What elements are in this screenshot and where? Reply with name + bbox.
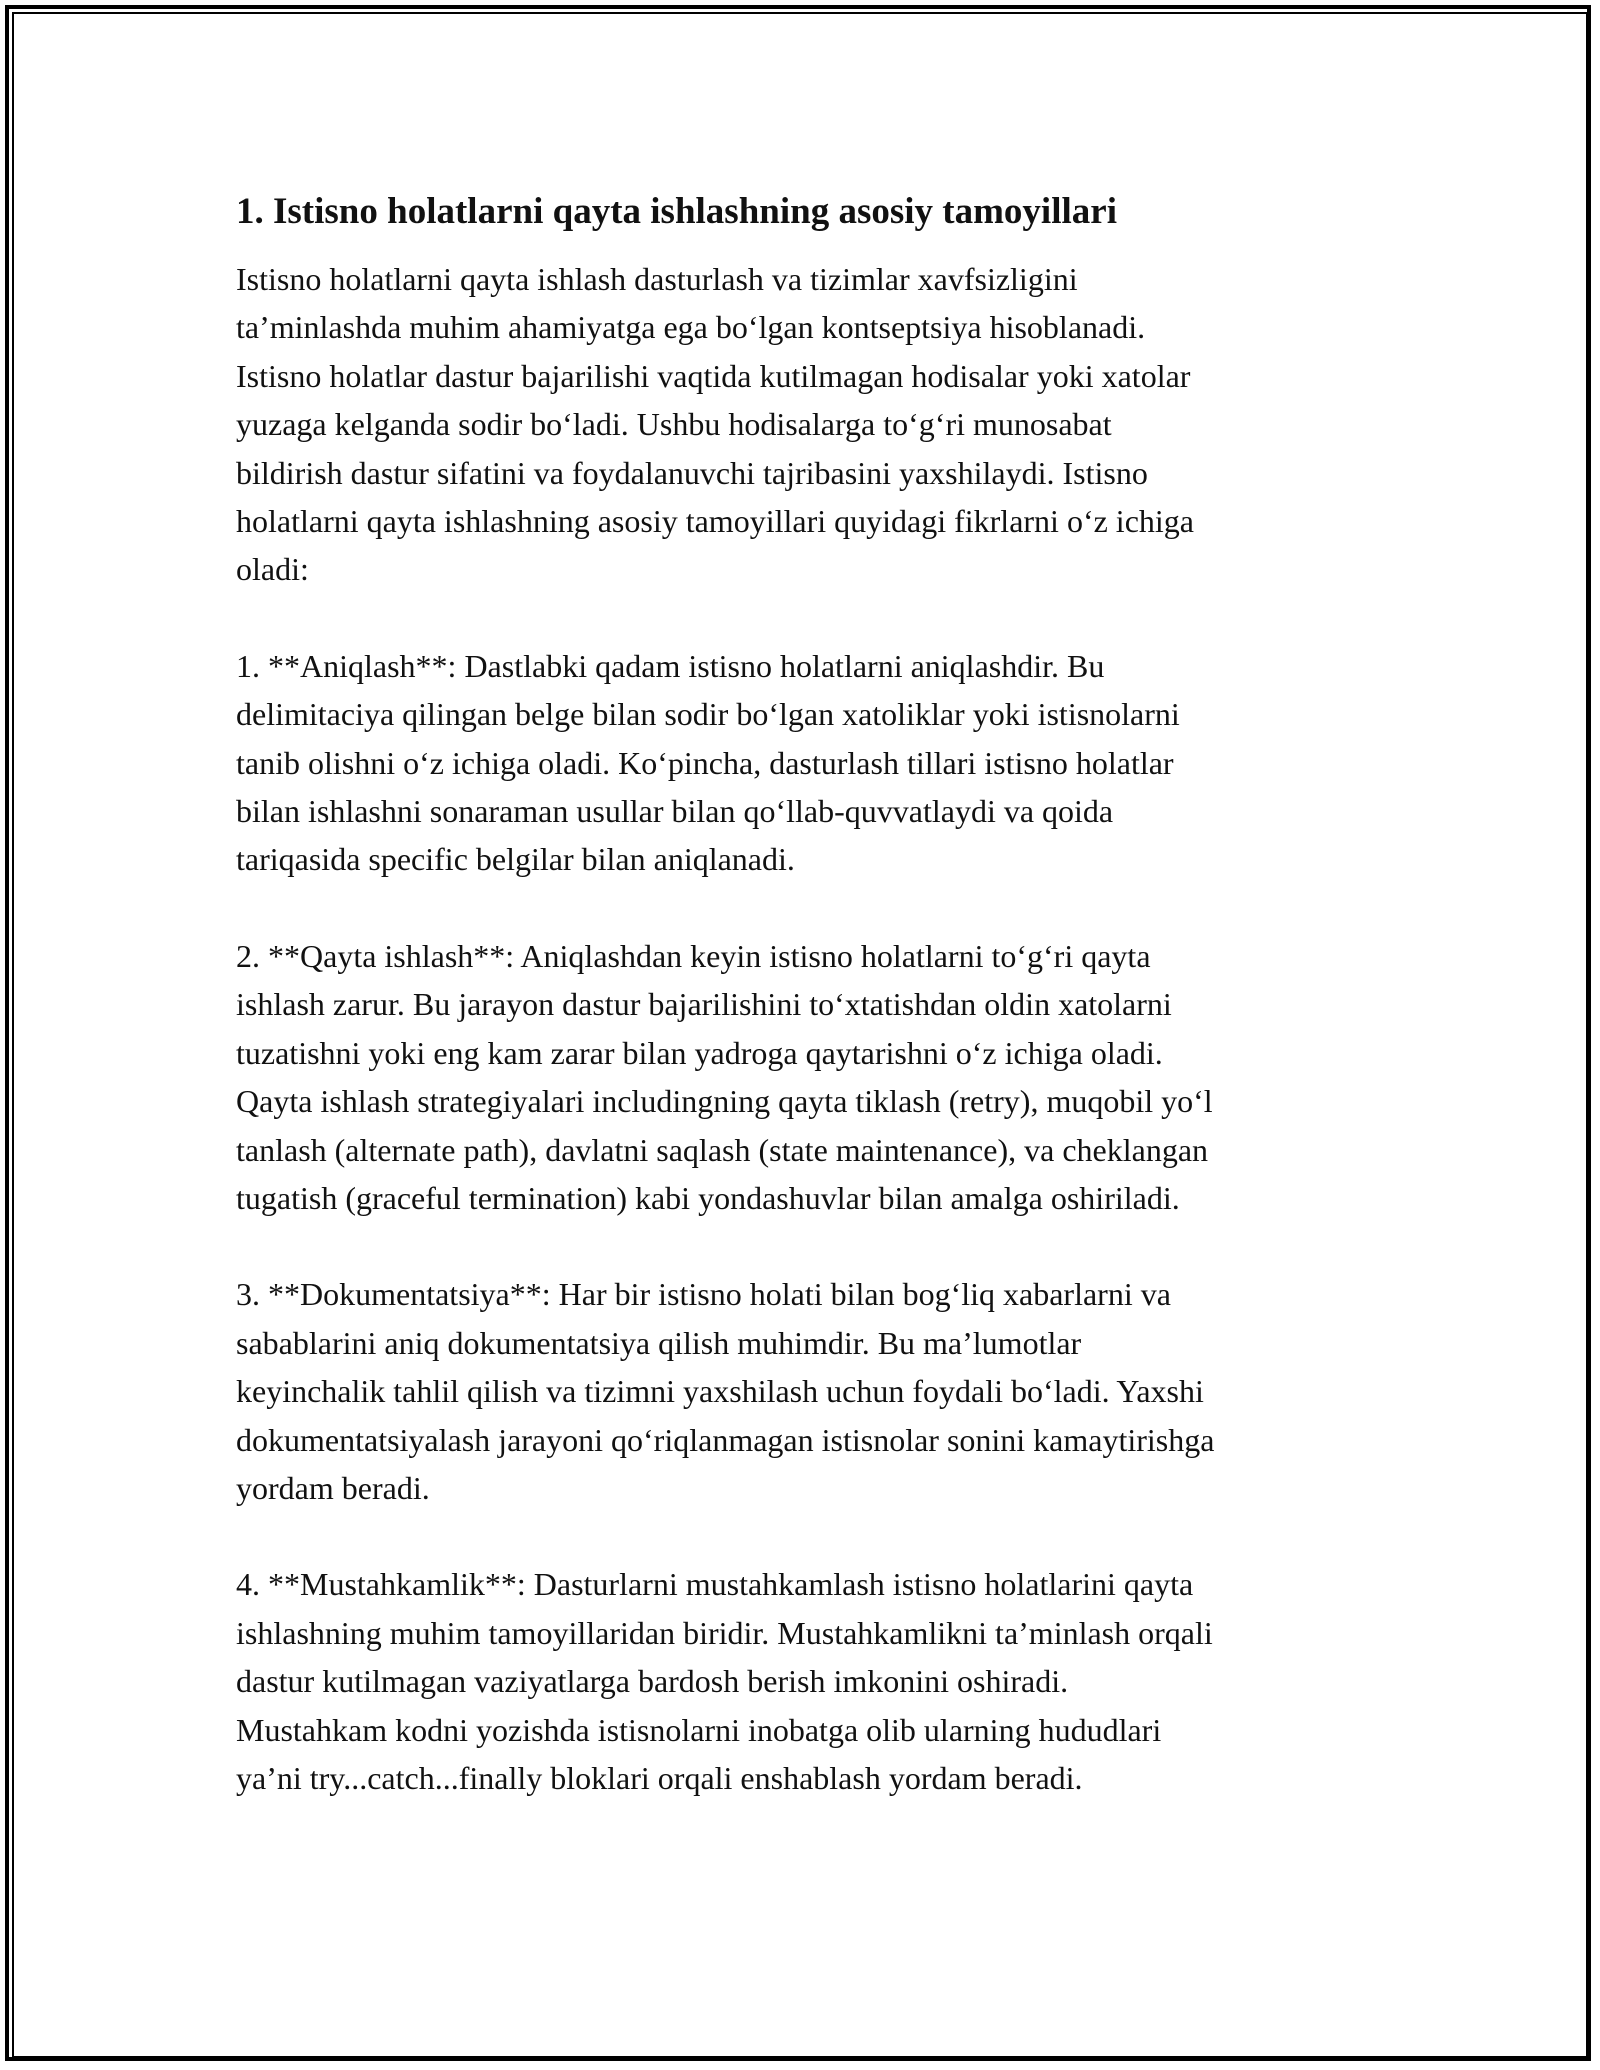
principle-paragraph-dokumentatsiya: 3. **Dokumentatsiya**: Har bir istisno holati bilan bog‘liq xabarlarni va sabablarini aniq dokumentatsiya qilish muhimdir. Bu ma’lumotlar keyinchalik tahlil qilish va tizimni yaxshilash uchun foydali bo‘ladi. Yaxshi dokumentatsiyalash jarayoni qo‘riqlanmagan istisnolar sonini kamaytirishga yordam beradi. (236, 1276, 1215, 1506)
principle-paragraph-qayta-ishlash: 2. **Qayta ishlash**: Aniqlashdan keyin istisno holatlarni to‘g‘ri qayta ishlash zarur. Bu jarayon dastur bajarilishini to‘xtatishdan oldin xatolarni tuzatishni yoki eng kam zarar bilan yadroga qaytarishni o‘z ichiga oladi. Qayta ishlash strategiyalari includingning qayta tiklash (retry), muqobil yo‘l tanlash (alternate path), davlatni saqlash (state maintenance), va cheklangan tugatish (graceful termination) kabi yondashuvlar bilan amalga oshiriladi. (236, 937, 1213, 1216)
document-body (236, 186, 1366, 1802)
section-heading: 1. Istisno holatlarni qayta ishlashning asosiy tamoyillari (236, 191, 1117, 232)
intro-paragraph: Istisno holatlarni qayta ishlash dasturlash va tizimlar xavfsizligini ta’minlashda muhim ahamiyatga ega bo‘lgan kontseptsiya hisoblanadi. Istisno holatlar dastur bajarilishi vaqtida kutilmagan hodisalar yoki xatolar yuzaga kelganda sodir bo‘ladi. Ushbu hodisalarga to‘g‘ri munosabat bildirish dastur sifatini va foydalanuvchi tajribasini yaxshilaydi. Istisno holatlarni qayta ishlashning asosiy tamoyillari quyidagi fikrlarni o‘z ichiga oladi: (236, 261, 1194, 588)
principle-paragraph-mustahkamlik: 4. **Mustahkamlik**: Dasturlarni mustahkamlash istisno holatlarini qayta ishlashning muhim tamoyillaridan biridir. Mustahkamlikni ta’minlash orqali dastur kutilmagan vaziyatlarga bardosh berish imkonini oshiradi. Mustahkam kodni yozishda istisnolarni inobatga olib ularning hududlari ya’ni try...catch...finally bloklari orqali enshablash yordam beradi. (236, 1566, 1213, 1796)
principle-paragraph-aniqlash: 1. **Aniqlash**: Dastlabki qadam istisno holatlarni aniqlashdir. Bu delimitaciya qilingan belge bilan sodir bo‘lgan xatoliklar yoki istisnolarni tanib olishni o‘z ichiga oladi. Ko‘pincha, dasturlash tillari istisno holatlar bilan ishlashni sonaraman usullar bilan qo‘llab-quvvatlaydi va qoida tariqasida specific belgilar bilan aniqlanadi. (236, 647, 1180, 878)
